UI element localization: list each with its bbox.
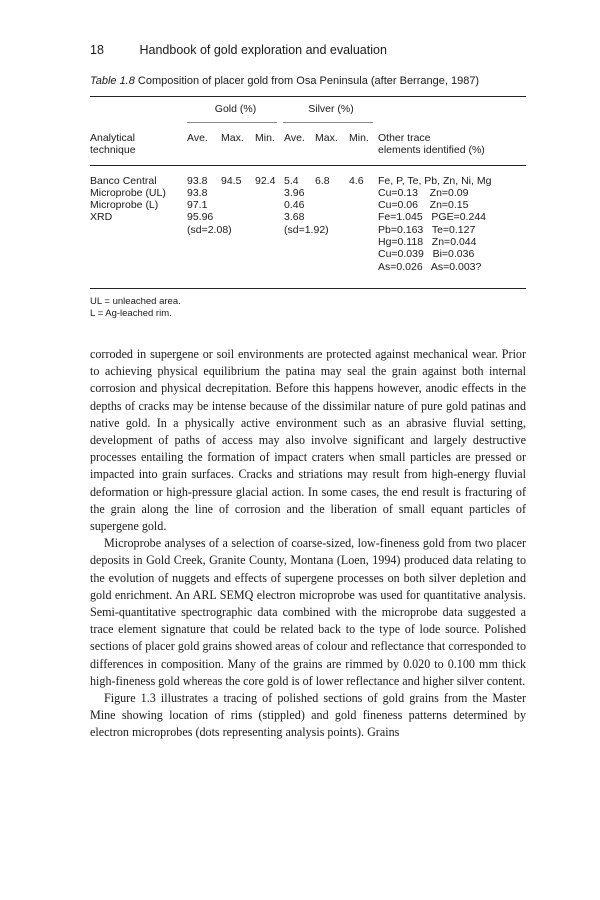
trace-header-line1: Other trace <box>378 132 431 144</box>
table-row <box>90 248 526 260</box>
gold-group-header: Gold (%) <box>214 103 257 115</box>
row-technique: Microprobe (UL) <box>90 186 166 199</box>
table-top-rule <box>90 96 526 97</box>
table-row <box>90 211 526 223</box>
row-trace: Cu=0.13 Zn=0.09 <box>378 186 469 199</box>
row-silver-ave: 0.46 <box>284 199 305 212</box>
body-paragraph: Figure 1.3 illustrates a tracing of polished sections of gold grains from the Master Mine showing location of rims (stippled) and gold fineness patterns determined by electron microprobes (dots representing analysis points). Grains <box>90 691 526 740</box>
trace-extra: As=0.026 As=0.003? <box>378 260 482 273</box>
trace-extra: Hg=0.118 Zn=0.044 <box>378 236 477 249</box>
trace-header <box>378 118 526 157</box>
table-notes <box>90 296 181 320</box>
table-caption-text: Composition of placer gold from Osa Peninsula (after Berrange, 1987) <box>137 75 480 87</box>
trace-extra: Cu=0.039 Bi=0.036 <box>378 248 475 261</box>
silver-group-header: Silver (%) <box>308 103 354 115</box>
table-caption <box>90 75 479 87</box>
trace-header-line2: elements identified (%) <box>378 144 485 157</box>
body-text <box>90 346 526 742</box>
row-gold-max: 94.5 <box>221 174 242 187</box>
table-bottom-rule <box>90 288 526 289</box>
row-trace: Fe=1.045 PGE=0.244 <box>378 211 486 224</box>
gold-sd: (sd=2.08) <box>187 223 232 236</box>
page-number: 18 <box>90 43 104 57</box>
gold-max-header: Max. <box>221 132 244 144</box>
running-title: Handbook of gold exploration and evaluation <box>139 43 387 57</box>
table-header-rule <box>90 165 526 166</box>
gold-group-underline <box>187 122 277 123</box>
technique-header-line2: technique <box>90 144 136 157</box>
row-gold-ave: 93.8 <box>187 186 208 199</box>
table-row <box>90 224 526 236</box>
table-row <box>90 175 526 187</box>
body-paragraph: Microprobe analyses of a selection of coarse-sized, low-fineness gold from two placer deposits in Gold Creek, Granite County, Montana (Loen, 1994) produced data relating to the evolution of nuggets and effects of supergene processes on both silver depletion and gold enrichment. An ARL SEMQ electron microprobe was used for quantitative analysis. Semi-quantitative spectrographic data combined with the microprobe data suggested a trace element signature that could be related back to the type of lode source. Polished sections of placer gold grains showed areas of colour and reflectance that corresponded to differences in composition. Many of the grains are rimmed by 0.020 to 0.100 mm thick high-fineness gold whereas the core gold is of lower reflectance and higher silver content. <box>90 536 526 688</box>
technique-header-line1: Analytical <box>90 132 135 144</box>
row-gold-ave: 95.96 <box>187 211 214 224</box>
gold-ave-header: Ave. <box>187 132 208 144</box>
table-row <box>90 236 526 248</box>
row-gold-min: 92.4 <box>255 174 276 187</box>
row-silver-ave: 5.4 <box>284 174 299 187</box>
table-note: L = Ag-leached rim. <box>90 308 172 319</box>
table-note: UL = unleached area. <box>90 296 181 307</box>
trace-extra: Pb=0.163 Te=0.127 <box>378 223 476 236</box>
row-technique: Banco Central <box>90 174 157 187</box>
silver-ave-header: Ave. <box>284 132 305 144</box>
table-row <box>90 261 526 273</box>
silver-min-header: Min. <box>349 132 369 144</box>
gold-min-header: Min. <box>255 132 275 144</box>
column-header-row <box>90 118 526 157</box>
table-row <box>90 187 526 199</box>
row-silver-max: 6.8 <box>315 174 330 187</box>
silver-group-underline <box>283 122 373 123</box>
silver-sd: (sd=1.92) <box>284 223 329 236</box>
table-row <box>90 199 526 211</box>
row-trace: Fe, P, Te, Pb, Zn, Ni, Mg <box>378 174 492 187</box>
row-gold-ave: 97.1 <box>187 199 208 212</box>
body-paragraph: corroded in supergene or soil environments are protected against mechanical wear. Prior to achieving physical equilibrium the patina may seal the grain against both internal corrosion and physical decrepitation. Before this happens however, anodic effects in the depths of cracks may be intense because of the dissimilar nature of pure gold patinas and native gold. In a physically active environment such as an abrasive fluvial setting, development of paths of access may also involve significant and largely destructive processes entailing the formation of impact craters when small particles are pressed or impacted into grain surfaces. Cracks and striations may result from high-energy fluvial deformation or high-pressure glacial action. In some cases, the end result is fracturing of the grain along the line of corrosion and the liberation of small equant particles of supergene gold. <box>90 347 526 534</box>
row-silver-min: 4.6 <box>349 174 364 187</box>
row-trace: Cu=0.06 Zn=0.15 <box>378 199 469 212</box>
row-technique: Microprobe (L) <box>90 199 159 212</box>
row-silver-ave: 3.96 <box>284 186 305 199</box>
technique-header <box>90 118 187 157</box>
row-gold-ave: 93.8 <box>187 174 208 187</box>
composition-table <box>90 103 526 273</box>
running-head <box>90 43 387 57</box>
row-silver-ave: 3.68 <box>284 211 305 224</box>
group-header-row <box>90 103 526 118</box>
table-label: Table 1.8 <box>90 75 135 87</box>
silver-max-header: Max. <box>315 132 338 144</box>
row-technique: XRD <box>90 211 113 224</box>
